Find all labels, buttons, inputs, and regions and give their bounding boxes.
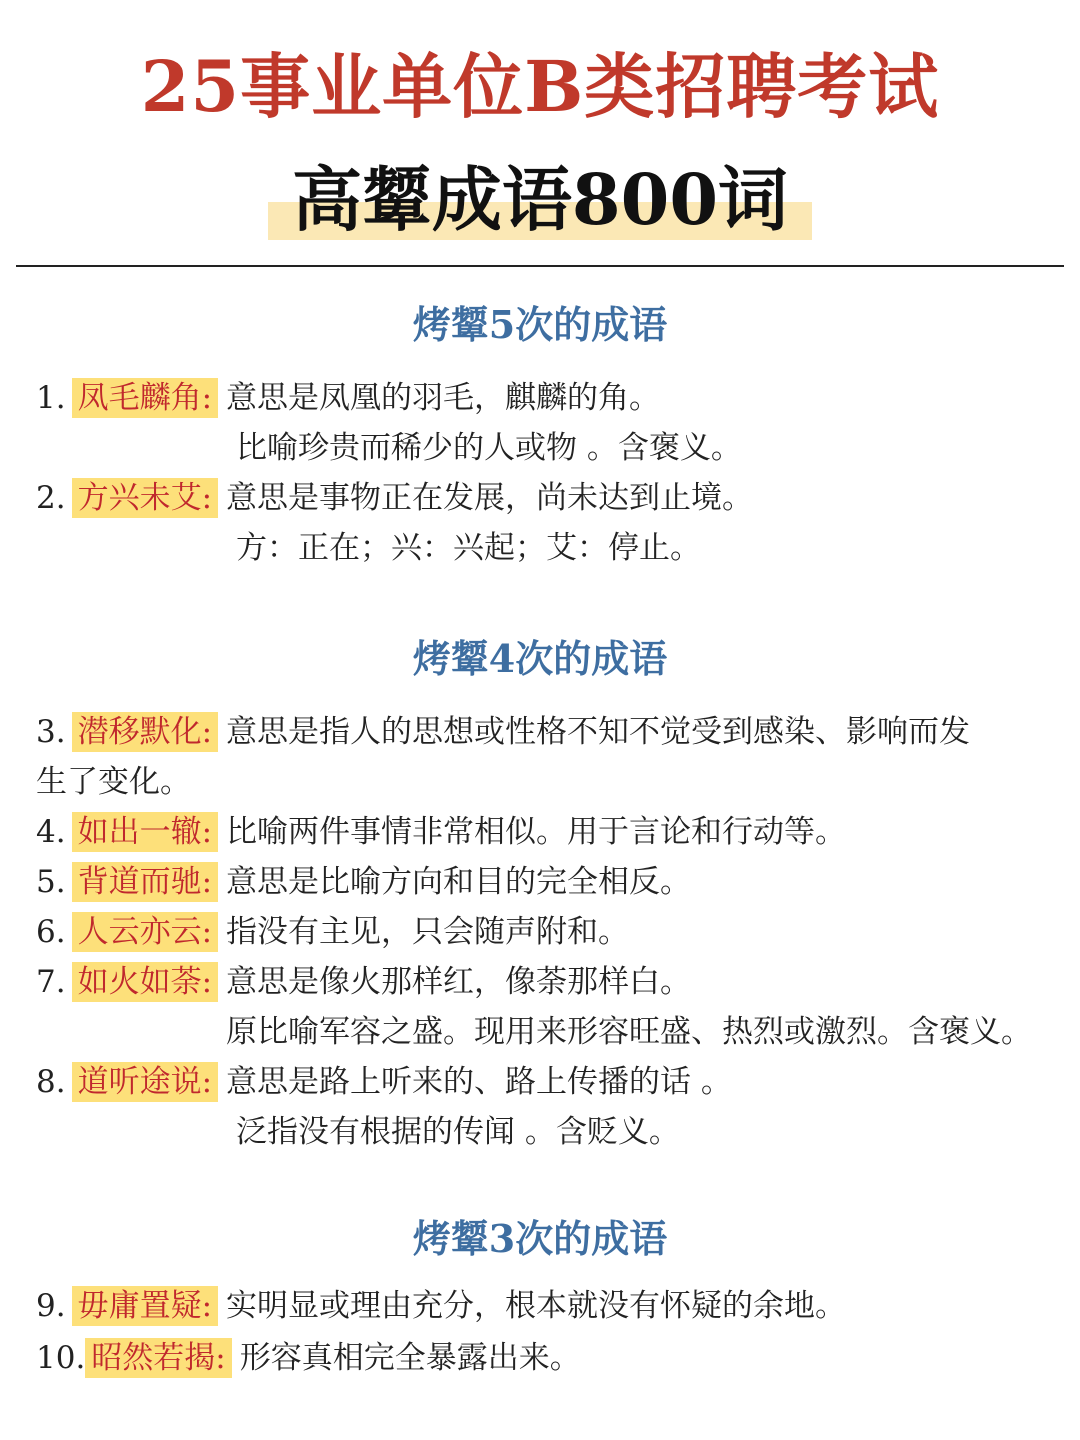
item-number: 1. — [36, 380, 66, 416]
item-text: 比喻两件事情非常相似。用于言论和行动等。 — [226, 814, 847, 850]
item-extra: 生了变化。 — [36, 764, 191, 800]
item-text: 意思是指人的思想或性格不知不觉受到感染、影响而发 — [226, 714, 971, 750]
page-subtitle: 高颦成语800词 — [268, 160, 812, 240]
item-number: 3. — [36, 714, 66, 750]
idiom-highlight: 昭然若揭: — [85, 1338, 231, 1378]
list-item — [36, 810, 846, 854]
idiom-highlight: 潜移默化: — [72, 712, 218, 752]
list-item — [36, 860, 691, 904]
item-text: 意思是事物正在发展，尚未达到止境。 — [226, 480, 754, 516]
section-title-4: 烤颦4次的成语 — [412, 636, 668, 681]
idiom-highlight: 道听途说: — [72, 1062, 218, 1102]
item-text: 实明显或理由充分，根本就没有怀疑的余地。 — [226, 1288, 847, 1324]
idiom-highlight: 毋庸置疑: — [72, 1286, 218, 1326]
item-number: 6. — [36, 914, 66, 950]
item-number: 8. — [36, 1064, 66, 1100]
idiom-highlight: 背道而驰: — [72, 862, 218, 902]
list-item — [36, 960, 691, 1004]
list-item — [36, 1336, 581, 1380]
item-number: 5. — [36, 864, 66, 900]
header-divider — [16, 265, 1064, 267]
item-text: 意思是凤凰的羽毛，麒麟的角。 — [226, 380, 661, 416]
item-number: 2. — [36, 480, 66, 516]
list-item — [36, 376, 660, 420]
subtitle-wrap — [0, 160, 1080, 240]
item-number: 7. — [36, 964, 66, 1000]
item-text: 意思是像火那样红，像荼那样白。 — [226, 964, 692, 1000]
idiom-highlight: 如火如荼: — [72, 962, 218, 1002]
item-text: 指没有主见，只会随声附和。 — [226, 914, 630, 950]
idiom-highlight: 如出一辙: — [72, 812, 218, 852]
idiom-highlight: 方兴未艾: — [72, 478, 218, 518]
item-number: 10. — [36, 1340, 86, 1376]
idiom-highlight: 人云亦云: — [72, 912, 218, 952]
item-number: 4. — [36, 814, 66, 850]
page-title: 25事业单位B类招聘考试 — [140, 45, 940, 128]
item-number: 9. — [36, 1288, 66, 1324]
section-title-5: 烤颦5次的成语 — [412, 302, 668, 347]
list-item — [36, 1284, 846, 1328]
idiom-highlight: 凤毛麟角: — [72, 378, 218, 418]
item-text: 意思是比喻方向和目的完全相反。 — [226, 864, 692, 900]
list-item — [36, 476, 753, 520]
item-extra: 方：正在；兴：兴起；艾：停止。 — [236, 530, 701, 566]
item-extra: 比喻珍贵而稀少的人或物 。含褒义。 — [236, 430, 742, 466]
item-text: 意思是路上听来的、路上传播的话 。 — [226, 1064, 732, 1100]
item-extra: 原比喻军容之盛。现用来形容旺盛、热烈或激烈。含褒义。 — [226, 1014, 1032, 1050]
list-item — [36, 910, 629, 954]
section-title-3: 烤颦3次的成语 — [412, 1216, 668, 1261]
item-text: 形容真相完全暴露出来。 — [239, 1340, 581, 1376]
list-item — [36, 710, 970, 754]
item-extra: 泛指没有根据的传闻 。含贬义。 — [236, 1114, 680, 1150]
list-item — [36, 1060, 732, 1104]
